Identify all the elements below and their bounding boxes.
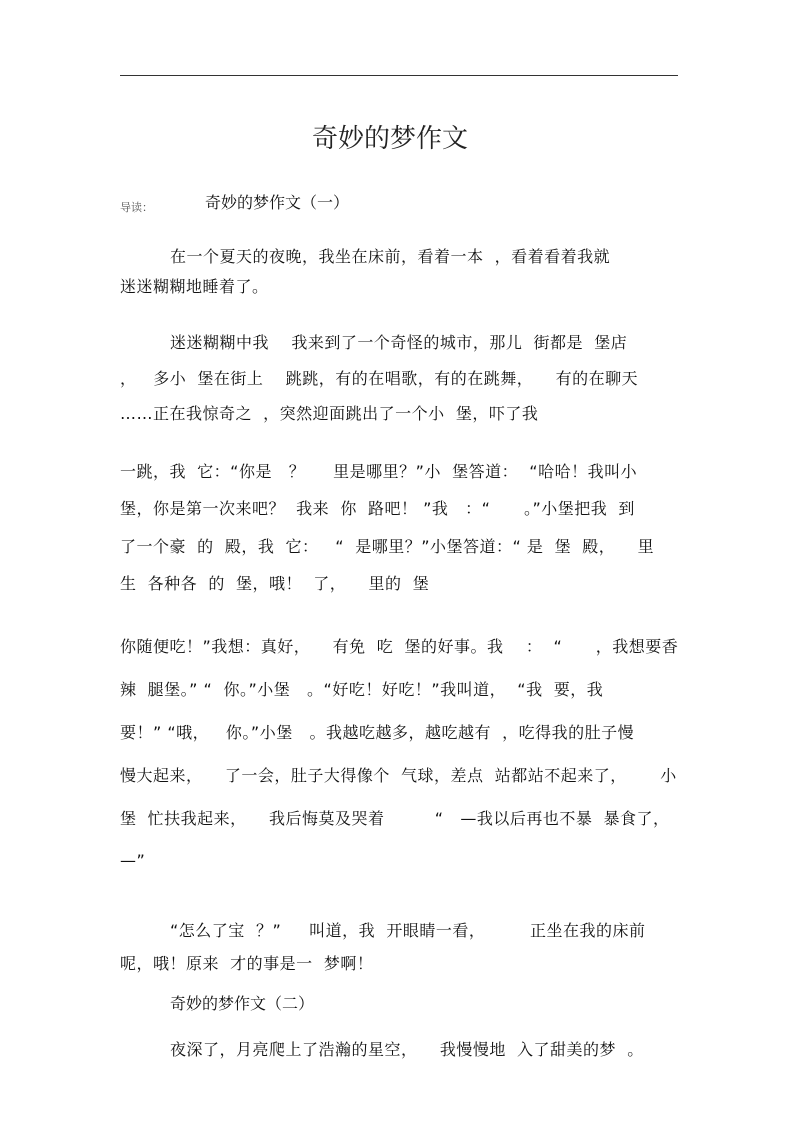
body-line: 辣 腿堡。” “ 你。”小堡 。“好吃！好吃！”我叫道， “我 要，我 bbox=[120, 680, 604, 699]
body-line: ， 多小 堡在街上 跳跳，有的在唱歌，有的在跳舞， 有的在聊天 bbox=[120, 369, 639, 388]
section-heading-2: 奇妙的梦作文（二） bbox=[170, 994, 315, 1013]
lead-label: 导读： bbox=[120, 201, 153, 214]
body-line: 在一个夏天的夜晚，我坐在床前，看着一本 ，看着看着我就 bbox=[170, 247, 611, 266]
body-line: 堡 忙扶我起来， 我后悔莫及哭着 “ —我以后再也不暴 暴食了， bbox=[120, 809, 670, 828]
body-line: 堡，你是第一次来吧？ 我来 你 路吧！ ”我 ：“ 。”小堡把我 到 bbox=[120, 499, 635, 518]
page-title: 奇妙的梦作文 bbox=[311, 124, 468, 154]
body-line: 要！” “哦， 你。”小堡 。我越吃越多，越吃越有 ，吃得我的肚子慢 bbox=[120, 723, 635, 742]
header-rule bbox=[120, 75, 678, 76]
body-line: —” bbox=[120, 851, 146, 870]
body-line: 迷迷糊糊中我 我来到了一个奇怪的城市，那儿 街都是 堡店 bbox=[170, 333, 628, 352]
body-line: 慢大起来， 了一会，肚子大得像个 气球，差点 站都站不起来了， 小 bbox=[120, 766, 677, 785]
body-line: 了一个豪 的 殿，我 它： “ 是哪里？”小堡答道：“ 是 堡 殿， 里 bbox=[120, 537, 655, 556]
body-line: 呢，哦！原来 才的事是一 梦啊！ bbox=[120, 954, 374, 973]
body-line: 夜深了，月亮爬上了浩瀚的星空， 我慢慢地 入了甜美的梦 。 bbox=[170, 1040, 644, 1059]
section-heading-1: 奇妙的梦作文（一） bbox=[205, 193, 350, 212]
body-line: 迷迷糊糊地睡着了。 bbox=[120, 277, 269, 296]
body-line: 一跳，我 它：“你是 ？ 里是哪里？”小 堡答道： “哈哈！我叫小 bbox=[120, 462, 638, 481]
body-line: 生 各种各 的 堡，哦！ 了， 里的 堡 bbox=[120, 574, 430, 593]
body-line: ……正在我惊奇之 ，突然迎面跳出了一个小 堡，吓了我 bbox=[120, 404, 539, 423]
body-line: 你随便吃！”我想：真好， 有免 吃 堡的好事。我 ： “ ，我想要香 bbox=[120, 637, 679, 656]
body-line: “怎么了宝 ？” 叫道，我 开眼睛一看， 正坐在我的床前 bbox=[170, 921, 646, 940]
